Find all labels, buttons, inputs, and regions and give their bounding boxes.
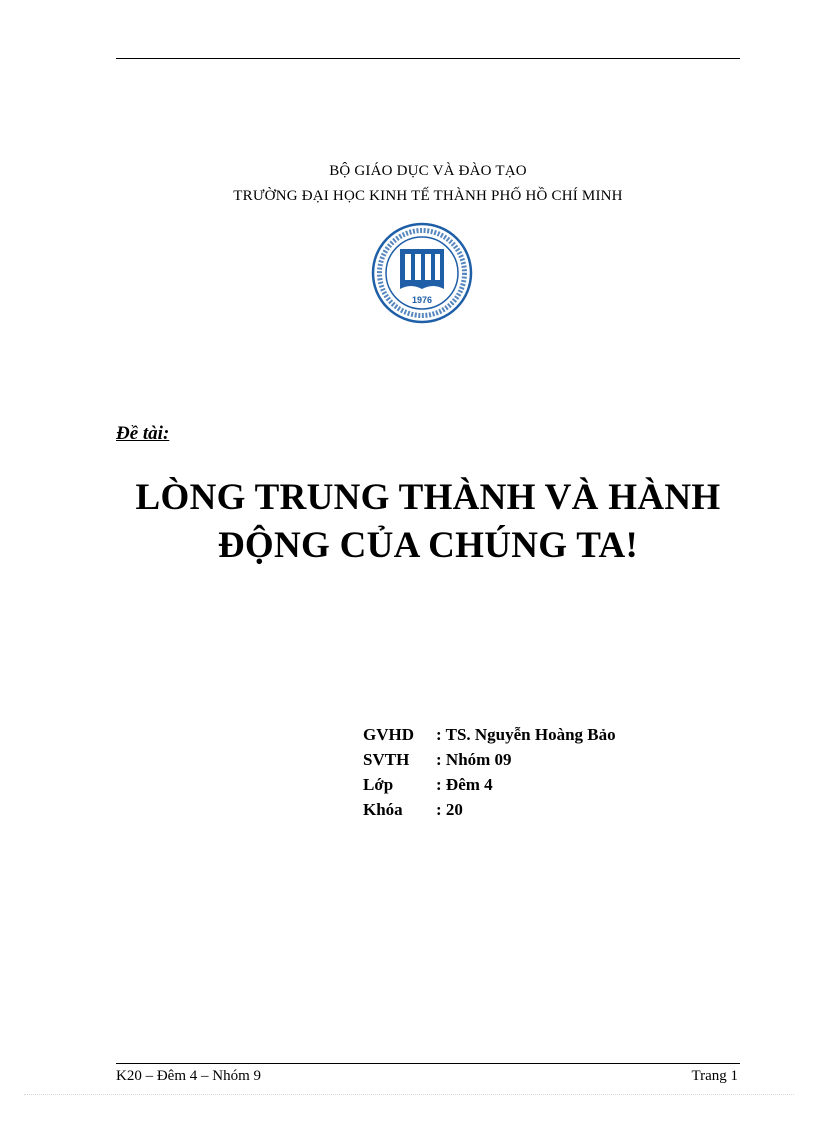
info-row-gvhd	[363, 722, 616, 747]
footer-group-label: K20 – Đêm 4 – Nhóm 9	[116, 1068, 261, 1084]
topic-label: Đề tài:	[116, 423, 170, 444]
info-key: SVTH	[363, 750, 410, 769]
header-rule	[116, 58, 740, 59]
university-logo-icon	[370, 221, 474, 325]
info-key: Khóa	[363, 800, 403, 819]
info-block	[363, 722, 616, 822]
title-line-1: LÒNG TRUNG THÀNH VÀ HÀNH	[135, 477, 721, 518]
info-value: : 20	[436, 800, 463, 819]
footer-page-number: Trang 1	[691, 1068, 738, 1084]
info-row-lop	[363, 772, 616, 797]
info-value: : TS. Nguyễn Hoàng Bảo	[436, 725, 616, 744]
ueh-seal-icon	[370, 221, 474, 325]
page-bottom-border	[24, 1094, 794, 1095]
ministry-name: BỘ GIÁO DỤC VÀ ĐÀO TẠO	[329, 163, 527, 179]
info-key: GVHD	[363, 725, 414, 744]
logo-year: 1976	[411, 295, 433, 305]
info-value: : Nhóm 09	[436, 750, 512, 769]
title-line-2: ĐỘNG CỦA CHÚNG TA!	[217, 525, 639, 566]
document-title	[100, 474, 756, 570]
info-row-khoa	[363, 797, 616, 822]
footer-rule	[116, 1063, 740, 1064]
info-key: Lớp	[363, 775, 394, 794]
info-value: : Đêm 4	[436, 775, 493, 794]
university-name: TRƯỜNG ĐẠI HỌC KINH TẾ THÀNH PHỐ HỒ CHÍ MINH	[233, 188, 623, 204]
info-row-svth	[363, 747, 616, 772]
